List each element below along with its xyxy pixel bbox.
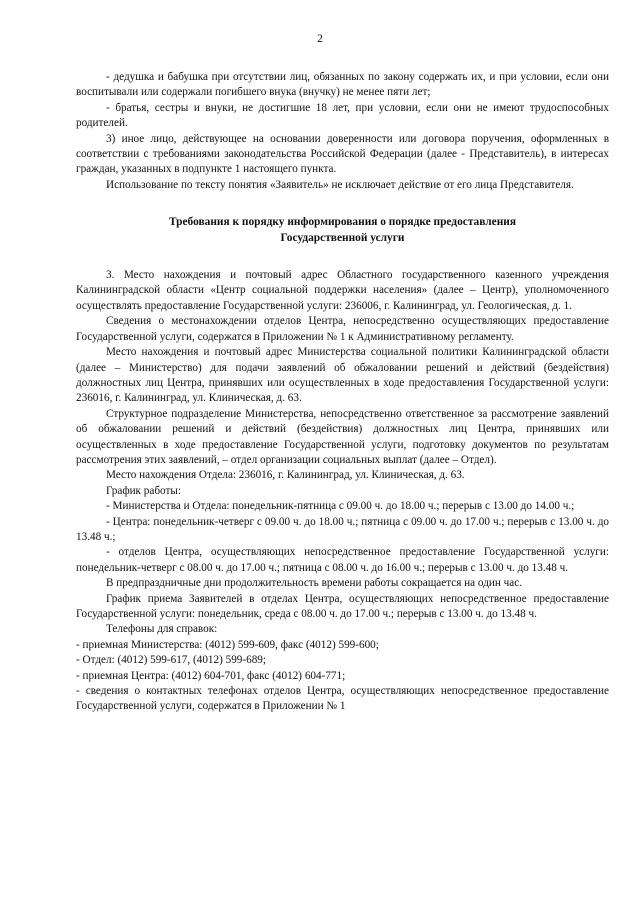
document-body <box>76 70 609 715</box>
paragraph: 3. Место нахождения и почтовый адрес Областного государственного казенного учреждения Калининградской области «Центр социальной поддержки населения» (далее – Центр), уполномоченного осуществлять предоставление Государственной услуги: 236006, г. Калининград, ул. Геологическая, д. 1. <box>76 269 609 312</box>
paragraph: Сведения о местонахождении отделов Центра, непосредственно осуществляющих предоставление Государственной услуги, содержатся в Приложении № 1 к Административному регламенту. <box>76 315 609 343</box>
paragraph: - приемная Министерства: (4012) 599-609, факс (4012) 599-600; <box>76 638 379 651</box>
paragraph: Место нахождения Отдела: 236016, г. Калининград, ул. Клиническая, д. 63. <box>106 469 465 482</box>
paragraph: - приемная Центра: (4012) 604-701, факс (4012) 604-771; <box>76 669 346 682</box>
paragraph: - дедушка и бабушка при отсутствии лиц, обязанных по закону содержать их, и при условии, если они воспитывали или содержали погибшего внука (внучку) не менее пяти лет; <box>76 71 609 99</box>
paragraph: Использование по тексту понятия «Заявитель» не исключает действие от его лица Представителя. <box>106 178 574 191</box>
paragraph: - братья, сестры и внуки, не достигшие 18 лет, при условии, если они не имеют трудоспособных родителей. <box>76 101 609 130</box>
section-heading <box>76 215 609 246</box>
paragraph: - Министерства и Отдела: понедельник-пятница с 09.00 ч. до 18.00 ч.; перерыв с 13.00 до 14.00 ч.; <box>106 500 575 513</box>
spacer <box>76 246 609 268</box>
paragraph: - отделов Центра, осуществляющих непосредственное предоставление Государственной услуги: понедельник-четверг с 08.00 ч. до 17.00 ч.; пятница с 08.00 ч. до 16.00 ч.; перерыв с 13.00 ч. до 13.48 ч. <box>76 546 609 574</box>
paragraph: - сведения о контактных телефонах отделов Центра, осуществляющих непосредственное предоставление Государственной услуги, содержатся в Приложении № 1 <box>76 685 609 713</box>
spacer <box>76 193 609 215</box>
paragraph: Структурное подразделение Министерства, непосредственно ответственное за рассмотрение заявлений об обжаловании решений и действий (бездействия) должностных лиц Центра, принявших или осуществленных в ходе предоставление Государственной услуги, подготовку документов по результатам рассмотрения этих заявлений, – отдел организации социальных выплат (далее – Отдел). <box>76 407 609 466</box>
section-heading-line: Требования к порядку информирования о порядке предоставления <box>168 216 516 229</box>
paragraph: - Отдел: (4012) 599-617, (4012) 599-689; <box>76 654 267 667</box>
paragraph: 3) иное лицо, действующее на основании доверенности или договора поручения, оформленных в соответствии с требованиями законодательства Российской Федерации (далее - Представитель), в интересах граждан, указанных в подпункте 1 настоящего пункта. <box>76 132 609 176</box>
paragraph: График приема Заявителей в отделах Центра, осуществляющих непосредственное предоставление Государственной услуги: понедельник, среда с 08.00 ч. до 17.00 ч.; перерыв с 13.00 ч. до 13.48 ч. <box>76 592 609 620</box>
page-number: 2 <box>317 33 323 45</box>
paragraph: График работы: <box>106 484 182 497</box>
paragraph: - Центра: понедельник-четверг с 09.00 ч. до 18.00 ч.; пятница с 09.00 ч. до 17.00 ч.; перерыв с 13.00 ч. до 13.48 ч.; <box>76 515 609 543</box>
section-heading-line: Государственной услуги <box>280 231 405 244</box>
paragraph: В предпраздничные дни продолжительность времени работы сокращается на один час. <box>106 577 523 590</box>
paragraph: Телефоны для справок: <box>106 623 218 636</box>
paragraph: Место нахождения и почтовый адрес Министерства социальной политики Калининградской области (далее – Министерство) для подачи заявлений об обжаловании решений и действий (бездействия) должностных лиц Центра, принявших или осуществленных в ходе предоставления Государственной услуги: 236016, г. Калининград, ул. Клиническая, д. 63. <box>76 346 609 405</box>
